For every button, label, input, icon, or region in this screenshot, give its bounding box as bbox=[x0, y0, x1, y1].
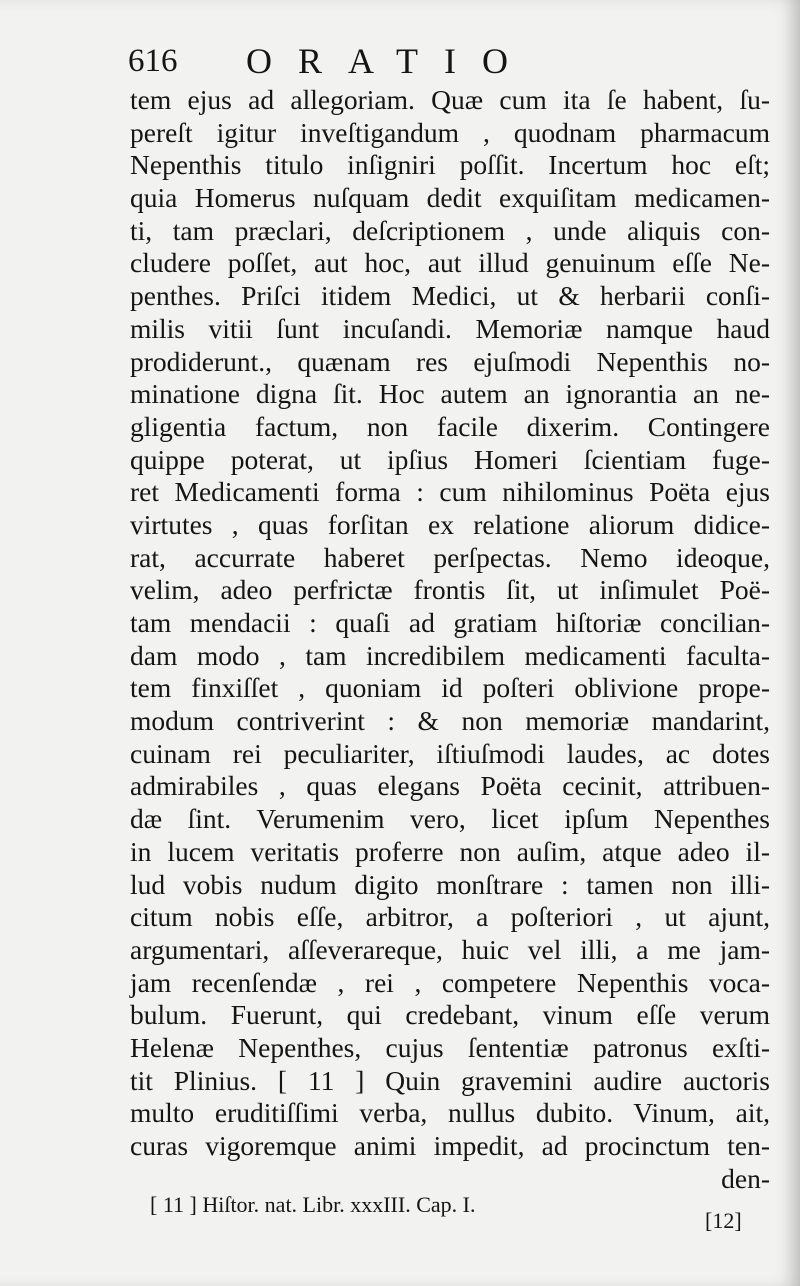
text-line: in lucem veritatis proferre non auſim, atque adeo il- bbox=[130, 835, 770, 867]
running-title: ORATIO bbox=[246, 41, 534, 81]
text-line: penthes. Priſci itidem Medici, ut & herbarii conſi- bbox=[130, 280, 770, 312]
text-line: den- bbox=[721, 1162, 770, 1194]
text-line: curas vigoremque animi impedit, ad procinctum ten- bbox=[130, 1130, 770, 1161]
text-line: velim, adeo perfrictæ frontis ſit, ut inſimulet Poë- bbox=[130, 574, 770, 606]
text-line: dam modo , tam incredibilem medicamenti faculta- bbox=[130, 639, 770, 671]
text-line: tem ejus ad allegoriam. Quæ cum ita ſe habent, ſu- bbox=[130, 84, 770, 115]
text-line: cuinam rei peculiariter, iſtiuſmodi laudes, ac dotes bbox=[130, 737, 770, 769]
text-line: admirabiles , quas elegans Poëta cecinit, attribuen- bbox=[130, 770, 770, 802]
text-line: lud vobis nudum digito monſtrare : tamen non illi- bbox=[130, 868, 770, 900]
text-line: gligentia factum, non facile dixerim. Contingere bbox=[130, 410, 770, 442]
signature-mark: [12] bbox=[705, 1208, 742, 1233]
text-line: jam recenſendæ , rei , competere Nepenthis voca- bbox=[130, 966, 770, 998]
text-line: cludere poſſet, aut hoc, aut illud genuinum eſſe Ne- bbox=[130, 247, 770, 279]
text-line: multo eruditiſſimi verba, nullus dubito. Vinum, ait, bbox=[130, 1097, 770, 1129]
body-text bbox=[130, 84, 770, 1195]
text-line: tit Plinius. [ 11 ] Quin gravemini audire auctoris bbox=[130, 1064, 770, 1096]
page-number: 616 bbox=[128, 42, 178, 79]
text-line: ti, tam præclari, deſcriptionem , unde aliquis con- bbox=[130, 214, 770, 246]
text-line: pereſt igitur inveſtigandum , quodnam pharmacum bbox=[130, 116, 770, 148]
text-line: quippe poterat, ut ipſius Homeri ſcientiam fuge- bbox=[130, 443, 770, 475]
page-header bbox=[128, 36, 768, 86]
text-line: minatione digna ſit. Hoc autem an ignorantia an ne- bbox=[130, 378, 770, 410]
footnote: [ 11 ] Hiſtor. nat. Libr. xxxIII. Cap. I. bbox=[150, 1192, 476, 1217]
text-line: quia Homerus nuſquam dedit exquiſitam medicamen- bbox=[130, 182, 770, 214]
text-line: tam mendacii : quaſi ad gratiam hiſtoriæ concilian- bbox=[130, 607, 770, 638]
text-line: milis vitii ſunt incuſandi. Memoriæ namque haud bbox=[130, 312, 770, 344]
text-line: ret Medicamenti forma : cum nihilominus Poëta ejus bbox=[130, 476, 770, 508]
text-line: Helenæ Nepenthes, cujus ſententiæ patronus exſti- bbox=[130, 1031, 770, 1063]
text-line: virtutes , quas forſitan ex relatione aliorum didice- bbox=[130, 508, 770, 540]
text-line: bulum. Fuerunt, qui credebant, vinum eſſe verum bbox=[130, 999, 770, 1031]
text-line: rat, accurrate haberet perſpectas. Nemo ideoque, bbox=[130, 541, 770, 573]
text-line: citum nobis eſſe, arbitror, a poſteriori , ut ajunt, bbox=[130, 901, 770, 933]
text-line: Nepenthis titulo inſigniri poſſit. Incertum hoc eſt; bbox=[130, 149, 770, 181]
text-line: prodiderunt., quænam res ejuſmodi Nepenthis no- bbox=[130, 345, 770, 377]
text-line: argumentari, aſſeverareque, huic vel illi, a me jam- bbox=[130, 933, 770, 965]
text-line: dæ ſint. Verumenim vero, licet ipſum Nepenthes bbox=[130, 803, 770, 835]
text-line: modum contriverint : & non memoriæ mandarint, bbox=[130, 705, 770, 737]
text-line: tem finxiſſet , quoniam id poſteri oblivione prope- bbox=[130, 672, 770, 704]
